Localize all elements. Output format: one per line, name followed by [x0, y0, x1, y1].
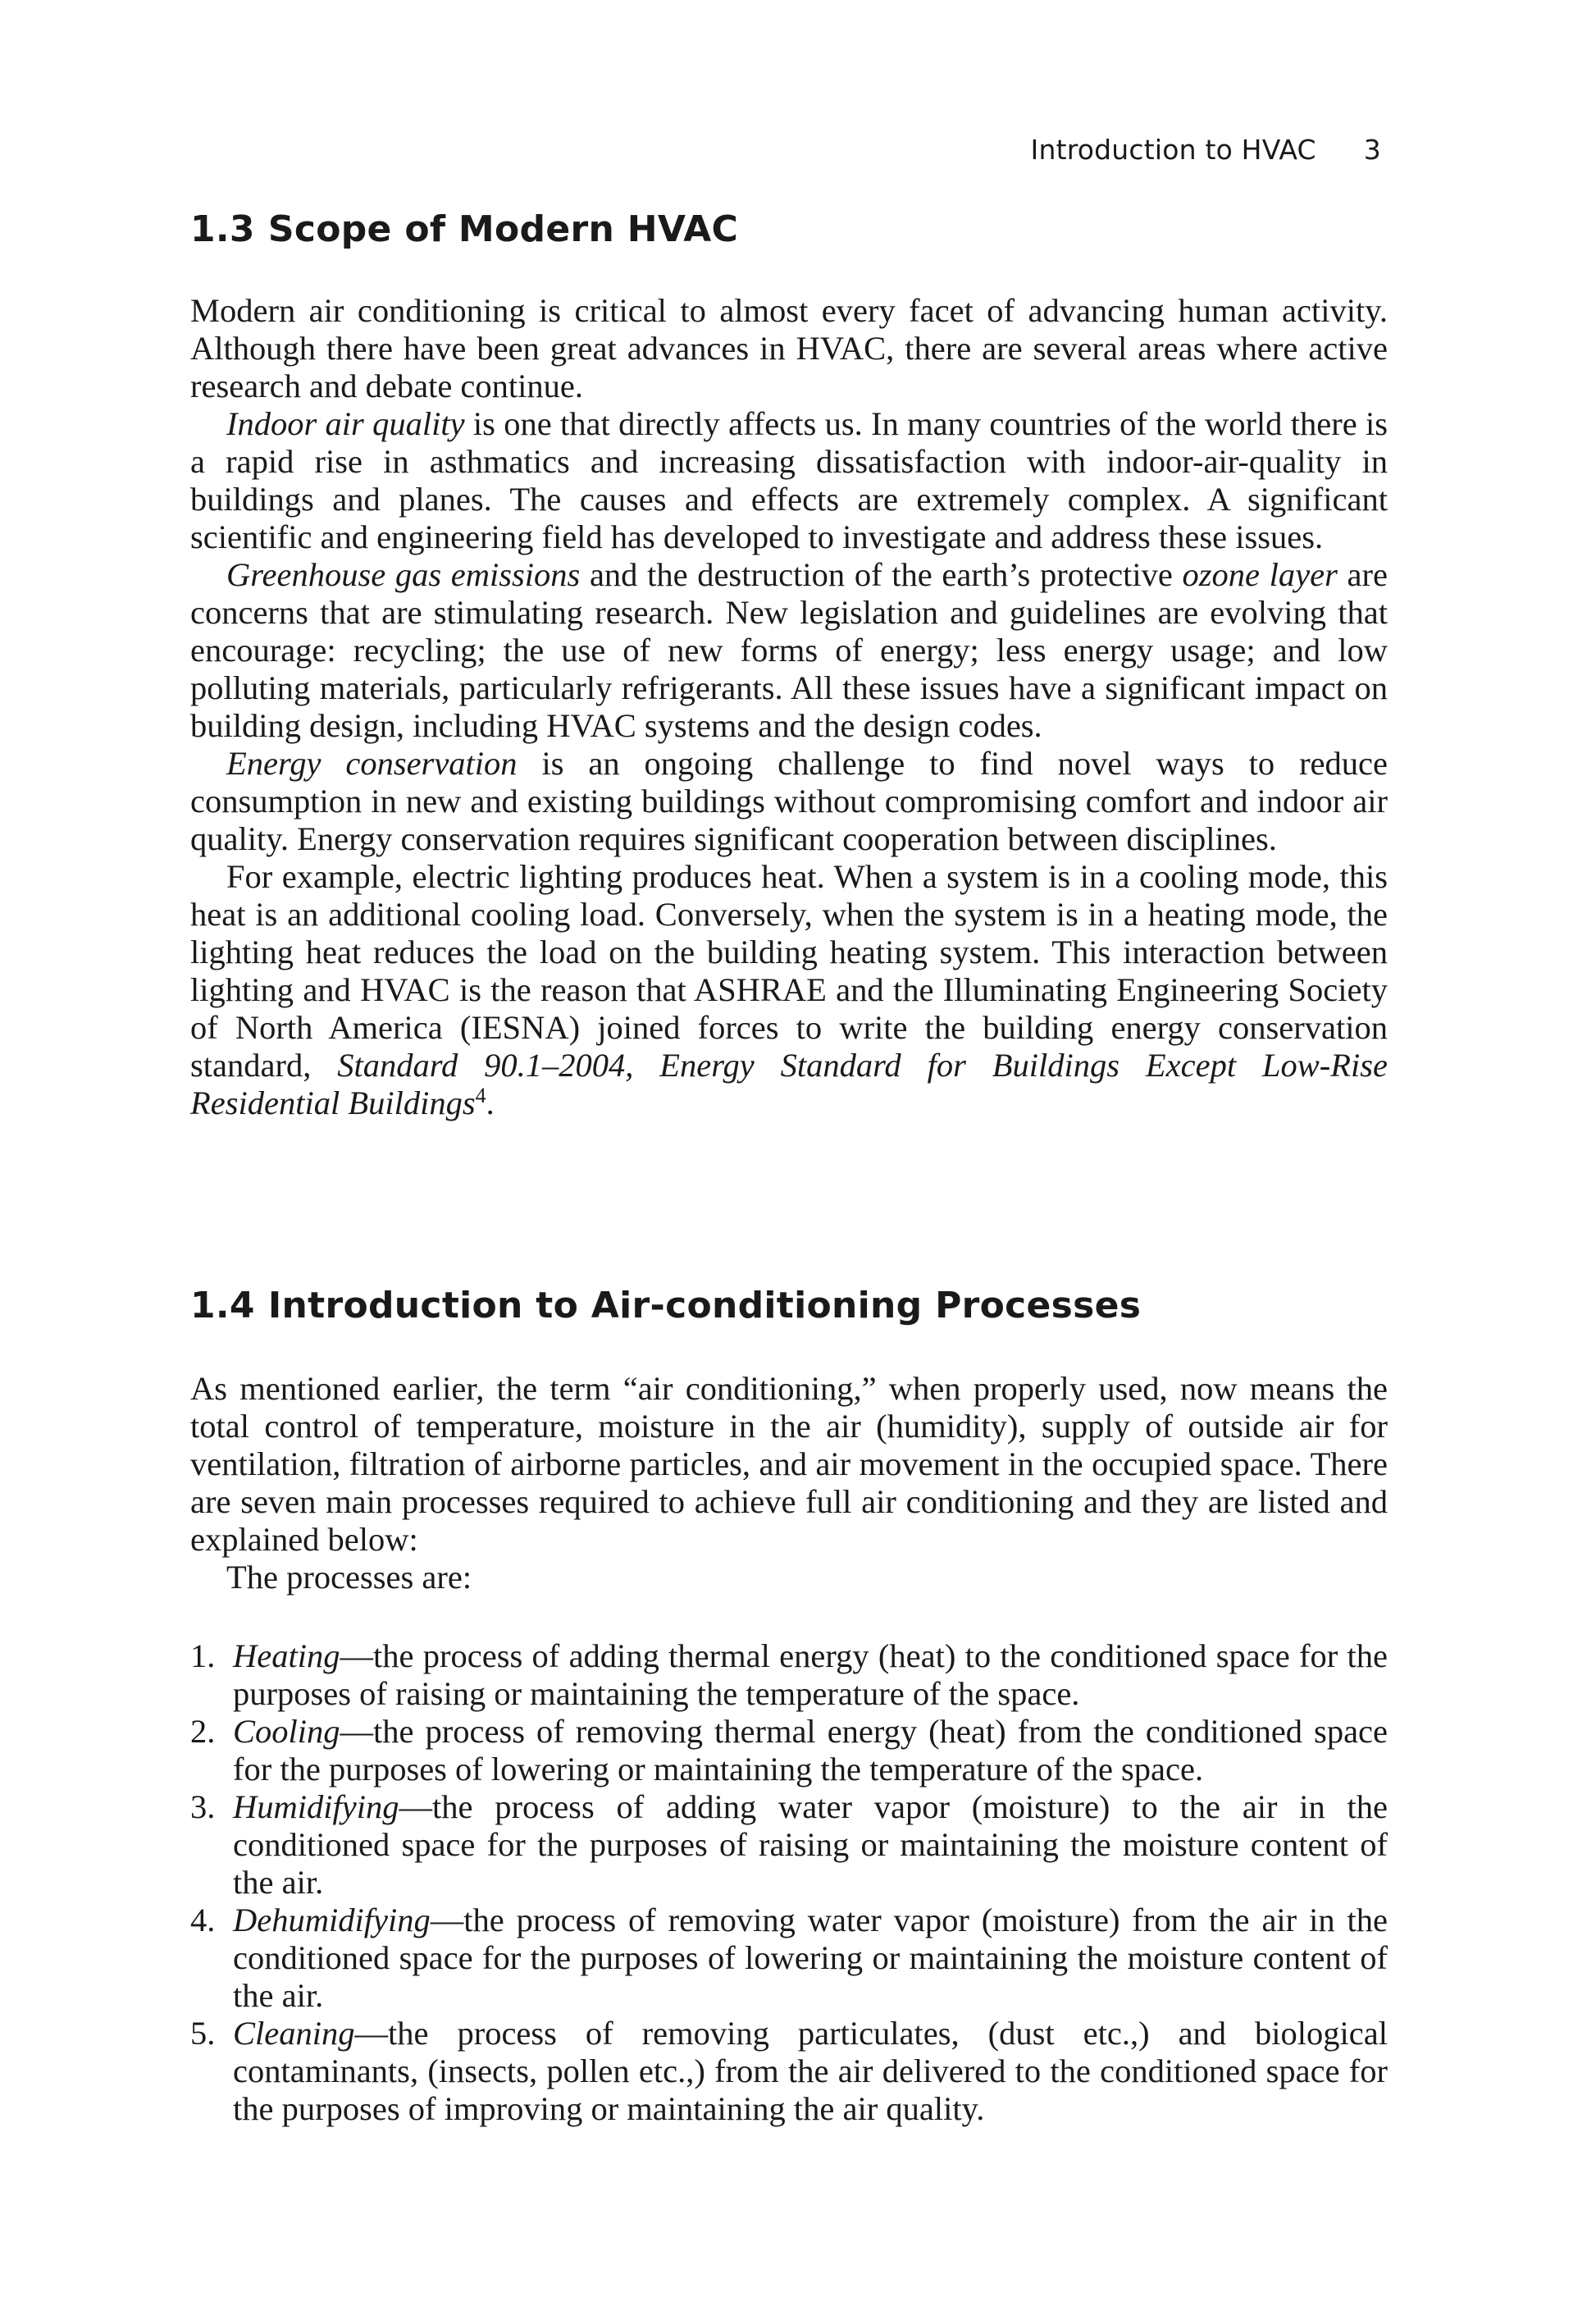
section-heading-1-3: [190, 205, 1388, 254]
process-term: Dehumidifying: [233, 1902, 431, 1938]
paragraph-energy-conservation: [190, 745, 1388, 858]
list-item: [190, 1788, 1388, 1902]
page-content: [190, 205, 1389, 2127]
paragraph-indoor-air-quality: [190, 405, 1388, 556]
list-number: 3.: [190, 1788, 216, 1825]
term-indoor-air-quality: Indoor air quality: [226, 405, 465, 442]
process-description: —the process of removing water vapor (moisture) from the air in the conditioned space for the purposes of lowering or maintaining the moisture content of the air.: [233, 1902, 1388, 2014]
process-description: —the process of removing thermal energy (heat) from the conditioned space for the purposes of lowering or maintaining the temperature of the space.: [233, 1713, 1388, 1788]
list-item: [190, 1637, 1388, 1713]
page-number: 3: [1363, 134, 1381, 166]
section-number: 1.3: [190, 208, 255, 250]
list-number: 2.: [190, 1713, 216, 1750]
section-1-4: [190, 1281, 1388, 2128]
section-body: [190, 1370, 1388, 2128]
process-term: Cleaning: [233, 2015, 355, 2052]
term-ozone-layer: ozone layer: [1182, 556, 1338, 593]
paragraph-greenhouse: [190, 556, 1388, 745]
process-term: Humidifying: [233, 1788, 399, 1825]
list-item: [190, 1713, 1388, 1788]
standard-citation: Standard 90.1–2004, Energy Standard for Buildings Except Low-Rise Residential Buildings: [190, 1047, 1388, 1121]
section-number: 1.4: [190, 1285, 255, 1326]
section-body: [190, 292, 1388, 1122]
paragraph-processes-lead: The processes are:: [226, 1559, 472, 1596]
section-1-3: [190, 205, 1388, 1122]
paragraph-text: For example, electric lighting produces heat. When a system is in a cooling mode, this heat is an additional cooling load. Conversely, when the system is in a heating mode, the lighting heat reduces the load on the building heating system. This interaction between lighting and HVAC is the reason that ASHRAE and the Illuminating Engineering Society of North America (IESNA) joined forces to write the building energy conservation standard,: [190, 858, 1388, 1084]
running-header: [1031, 134, 1381, 166]
list-item: [190, 2015, 1388, 2128]
process-description: —the process of adding thermal energy (heat) to the conditioned space for the purposes of raising or maintaining the temperature of the space.: [233, 1637, 1388, 1712]
paragraph-text: is one that directly affects us. In many countries of the world there is a rapid rise in asthmatics and increasing dissatisfaction with indoor-air-quality in buildings and planes. The causes and effects are extremely complex. A significant scientific and engineering field has developed to investigate and address these issues.: [190, 405, 1389, 555]
process-description: —the process of removing particulates, (dust etc.,) and biological contaminants, (insects, pollen etc.,) from the air delivered to the conditioned space for the purposes of improving or maintaining the air quality.: [233, 2015, 1388, 2127]
process-term: Cooling: [233, 1713, 340, 1750]
term-greenhouse-gas: Greenhouse gas emissions: [226, 556, 581, 593]
process-list: [190, 1637, 1388, 2128]
running-title: Introduction to HVAC: [1030, 134, 1316, 166]
paragraph-end: .: [486, 1084, 495, 1121]
footnote-marker[interactable]: 4: [475, 1084, 486, 1107]
term-energy-conservation: Energy conservation: [226, 745, 518, 782]
paragraph-text: is an ongoing challenge to find novel ways to reduce consumption in new and existing buildings without compromising comfort and indoor air quality. Energy conservation requires significant cooperation between disciplines.: [190, 745, 1388, 857]
paragraph-example: [190, 858, 1388, 1122]
list-item: [190, 1902, 1388, 2015]
paragraph-text: are concerns that are stimulating research. New legislation and guidelines are evolving that encourage: recycling; the use of new forms of energy; less energy usage; and low polluting materials, particularly refrigerants. All these issues have a significant impact on building design, including HVAC systems and the design codes.: [190, 556, 1388, 744]
list-number: 4.: [190, 1902, 216, 1938]
paragraph-intro: As mentioned earlier, the term “air conditioning,” when properly used, now means the total control of temperature, moisture in the air (humidity), supply of outside air for ventilation, filtration of airborne particles, and air movement in the occupied space. There are seven main processes required to achieve full air conditioning and they are listed and explained below:: [190, 1370, 1388, 1558]
process-description: —the process of adding water vapor (moisture) to the air in the conditioned space for the purposes of raising or maintaining the moisture content of the air.: [233, 1788, 1388, 1901]
section-heading-1-4: [190, 1281, 1388, 1331]
section-title: Introduction to Air-conditioning Processes: [267, 1285, 1142, 1326]
list-number: 5.: [190, 2015, 216, 2052]
process-term: Heating: [233, 1637, 340, 1674]
section-title: Scope of Modern HVAC: [267, 208, 739, 250]
paragraph-intro: Modern air conditioning is critical to almost every facet of advancing human activity. Although there have been great advances in HVAC, there are several areas where active research and debate continue.: [190, 292, 1388, 404]
list-number: 1.: [190, 1637, 216, 1674]
paragraph-text: and the destruction of the earth’s protective: [580, 556, 1183, 593]
